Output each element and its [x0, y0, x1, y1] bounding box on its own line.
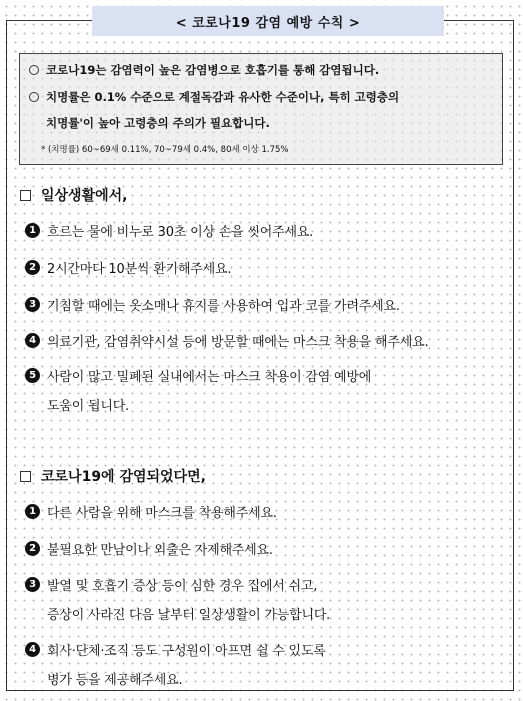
- circle-bullet-icon: [29, 65, 39, 75]
- info-line-2: [29, 89, 399, 105]
- number-4-icon: 4: [25, 642, 40, 657]
- item-continuation: 병가 등을 제공해주세요.: [47, 673, 183, 688]
- item-text: 기침할 때에는 옷소매나 휴지를 사용하여 입과 코를 가려주세요.: [47, 299, 400, 314]
- info-line-1: [29, 62, 379, 78]
- list-item: [25, 640, 326, 659]
- item-text: 2시간마다 10분씩 환기해주세요.: [47, 262, 232, 277]
- info-text-2: 치명률은 0.1% 수준으로 계절독감과 유사한 수준이나, 특히 고령층의: [46, 90, 400, 104]
- info-box: [19, 53, 503, 165]
- number-3-icon: 3: [25, 297, 40, 312]
- list-item: [25, 502, 277, 521]
- section-2-title: 코로나19에 감염되었다면,: [41, 469, 206, 485]
- number-5-icon: 5: [25, 368, 40, 383]
- item-text: 흐르는 물에 비누로 30초 이상 손을 씻어주세요.: [47, 225, 314, 240]
- number-3-icon: 3: [25, 577, 40, 592]
- item-text: 사람이 많고 밀폐된 실내에서는 마스크 착용이 감염 예방에: [47, 370, 372, 385]
- number-2-icon: 2: [25, 541, 40, 556]
- item-continuation: 증상이 사라진 다음 날부터 일상생활이 가능합니다.: [47, 608, 331, 623]
- list-item: [25, 331, 428, 350]
- item-text: 회사·단체·조직 등도 구성원이 아프면 쉴 수 있도록: [47, 644, 326, 659]
- section-1-title: 일상생활에서,: [41, 188, 128, 204]
- checkbox-square-icon: [20, 190, 31, 201]
- number-1-icon: 1: [25, 223, 40, 238]
- item-text: 다른 사람을 위해 마스크를 착용해주세요.: [47, 506, 277, 521]
- number-1-icon: 1: [25, 504, 40, 519]
- info-text-3: 치명률'이 높아 고령층의 주의가 필요합니다.: [46, 116, 270, 130]
- list-item: [25, 539, 273, 558]
- info-text-1: 코로나19는 감염력이 높은 감염병으로 호흡기를 통해 감염됩니다.: [46, 63, 380, 77]
- page-title: < 코로나19 감염 예방 수칙 >: [175, 15, 361, 31]
- number-4-icon: 4: [25, 333, 40, 348]
- list-item: [25, 295, 400, 314]
- item-text: 의료기관, 감염취약시설 등에 방문할 때에는 마스크 착용을 해주세요.: [47, 335, 429, 350]
- fatality-note: * (치명률) 60~69세 0.11%, 70~79세 0.4%, 80세 이상 1.75%: [41, 145, 289, 155]
- list-item: [25, 221, 313, 240]
- section-infected-title: [20, 466, 206, 486]
- title-banner: [92, 6, 444, 36]
- number-2-icon: 2: [25, 260, 40, 275]
- circle-bullet-icon: [29, 92, 39, 102]
- item-text: 발열 및 호흡기 증상 등이 심한 경우 집에서 쉬고,: [47, 579, 318, 594]
- section-daily-life-title: [20, 185, 127, 205]
- item-text: 불필요한 만남이나 외출은 자제해주세요.: [47, 543, 273, 558]
- item-continuation: 도움이 됩니다.: [47, 399, 130, 414]
- checkbox-square-icon: [20, 471, 31, 482]
- list-item: [25, 366, 371, 385]
- list-item: [25, 575, 317, 594]
- list-item: [25, 258, 231, 277]
- info-line-3: [46, 115, 270, 131]
